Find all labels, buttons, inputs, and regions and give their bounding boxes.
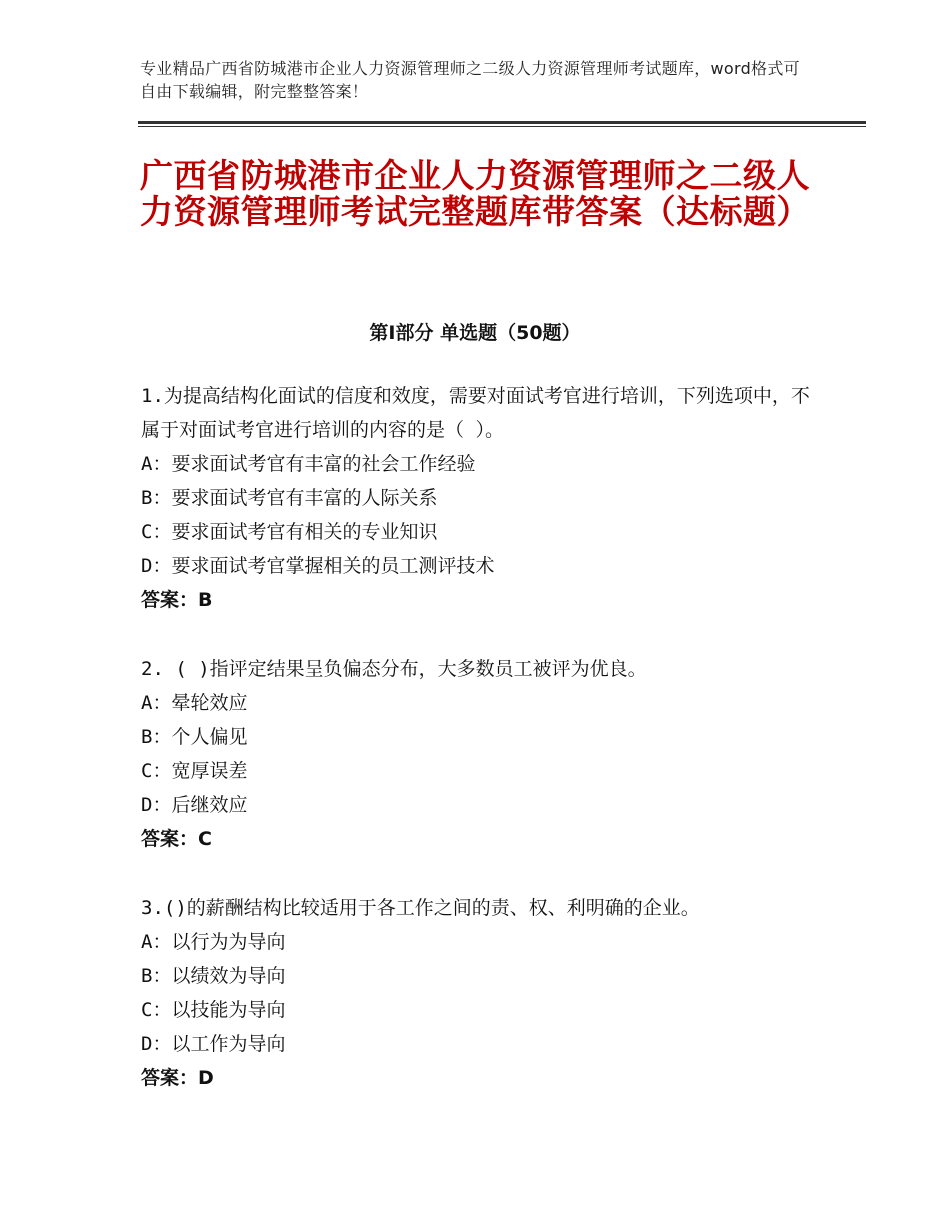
question-option-b: B：个人偏见 (141, 726, 248, 748)
question-option-d: D：要求面试考官掌握相关的员工测评技术 (141, 555, 495, 577)
section-title: 第Ⅰ部分 单选题（50题） (369, 322, 581, 344)
question-option-d: D：后继效应 (141, 794, 248, 816)
document-title: 广西省防城港市企业人力资源管理师之二级人力资源管理师考试完整题库带答案（达标题） (140, 156, 810, 231)
question-option-a: A：要求面试考官有丰富的社会工作经验 (141, 453, 476, 475)
header-note: 专业精品广西省防城港市企业人力资源管理师之二级人力资源管理师考试题库，word格式可自由下载编辑，附完整整答案！ (140, 59, 800, 101)
header-divider-thick (138, 121, 866, 124)
question-answer: 答案：D (141, 1067, 214, 1089)
header-divider-thin (138, 126, 866, 127)
question-option-b: B：要求面试考官有丰富的人际关系 (141, 487, 438, 509)
question-2 (141, 652, 811, 856)
question-option-a: A：以行为为导向 (141, 931, 286, 953)
question-stem: 2. ( )指评定结果呈负偏态分布，大多数员工被评为优良。 (141, 658, 647, 680)
question-option-b: B：以绩效为导向 (141, 965, 286, 987)
question-option-a: A：晕轮效应 (141, 692, 248, 714)
question-option-d: D：以工作为导向 (141, 1033, 286, 1055)
question-option-c: C：以技能为导向 (141, 999, 286, 1021)
question-stem: 3.()的薪酬结构比较适用于各工作之间的责、权、利明确的企业。 (141, 897, 700, 919)
question-1 (141, 379, 811, 617)
question-answer: 答案：C (141, 828, 212, 850)
question-answer: 答案：B (141, 589, 213, 611)
question-stem: 1.为提高结构化面试的信度和效度，需要对面试考官进行培训，下列选项中，不属于对面试考官进行培训的内容的是（ ）。 (141, 385, 810, 441)
question-option-c: C：要求面试考官有相关的专业知识 (141, 521, 438, 543)
question-option-c: C：宽厚误差 (141, 760, 248, 782)
question-3 (141, 891, 811, 1095)
